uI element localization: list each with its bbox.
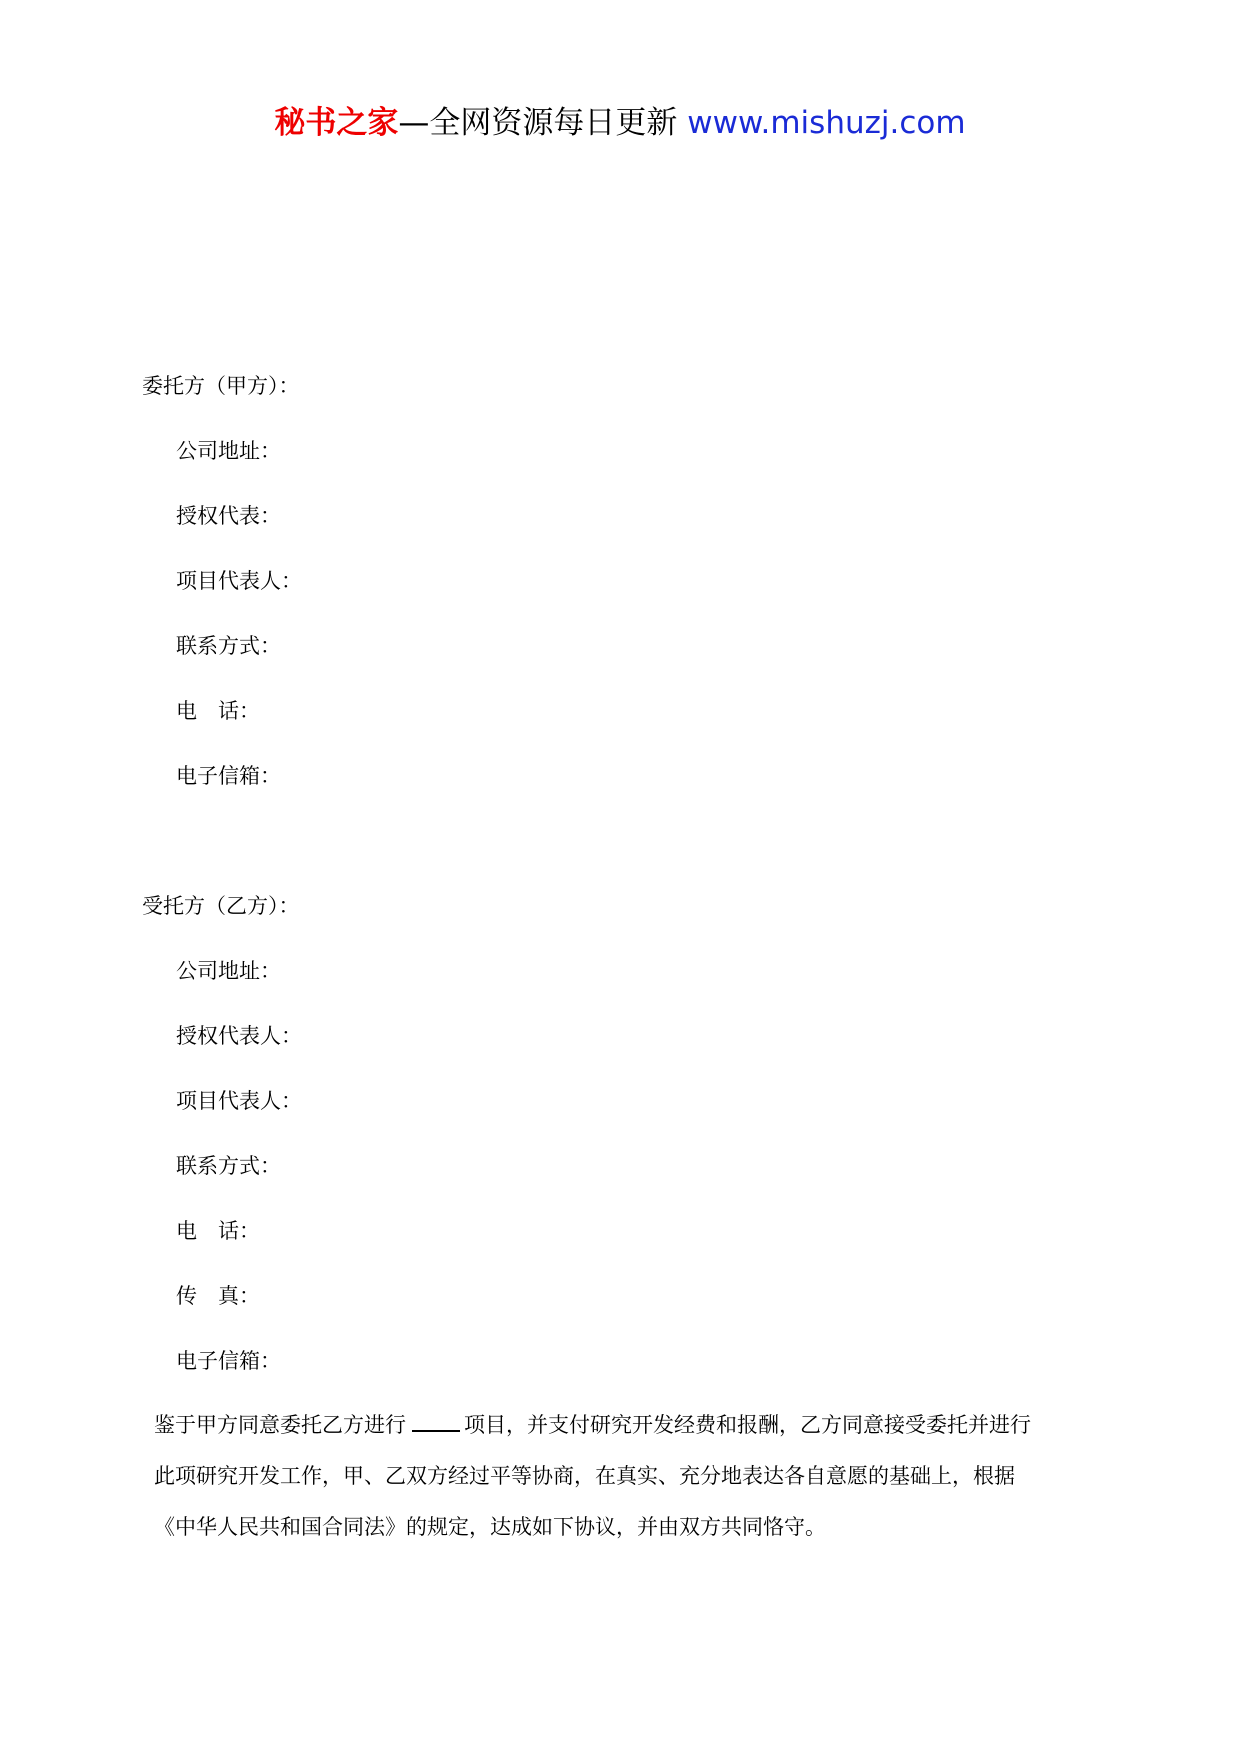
preamble-line-2: 此项研究开发工作，甲、乙双方经过平等协商，在真实、充分地表达各自意愿的基础上，根据 [154,1464,1015,1488]
preamble-line-3: 《中华人民共和国合同法》的规定，达成如下协议，并由双方共同恪守。 [154,1515,826,1539]
preamble-line-1 [154,1411,1084,1439]
banner-brand: 秘书之家 [274,105,399,141]
party-a-address-label: 公司地址： [176,439,281,463]
party-b-fax-label: 传 真： [176,1284,260,1308]
party-a-phone-label: 电 话： [176,699,260,723]
banner-slogan: —全网资源每日更新 [398,105,678,141]
preamble-line-1-start: 鉴于甲方同意委托乙方进行 [154,1413,406,1437]
party-a-authorized-rep-label: 授权代表： [176,504,281,528]
party-a-email-label: 电子信箱： [176,764,281,788]
party-b-contact-label: 联系方式： [176,1154,281,1178]
party-b-heading: 受托方（乙方）： [142,894,300,918]
party-b-email-label: 电子信箱： [176,1349,281,1373]
party-b-phone-label: 电 话： [176,1219,260,1243]
party-b-authorized-rep-label: 授权代表人： [176,1024,302,1048]
party-a-heading: 委托方（甲方）： [142,374,300,398]
party-a-contact-label: 联系方式： [176,634,281,658]
party-b-project-rep-label: 项目代表人： [176,1089,302,1113]
party-a-project-rep-label: 项目代表人： [176,569,302,593]
site-banner [0,102,1240,144]
project-name-blank [412,1412,460,1432]
party-b-address-label: 公司地址： [176,959,281,983]
preamble-line-1-end: 项目，并支付研究开发经费和报酬，乙方同意接受委托并进行 [464,1413,1031,1437]
banner-url-link[interactable]: www.mishuzj.com [687,105,966,141]
